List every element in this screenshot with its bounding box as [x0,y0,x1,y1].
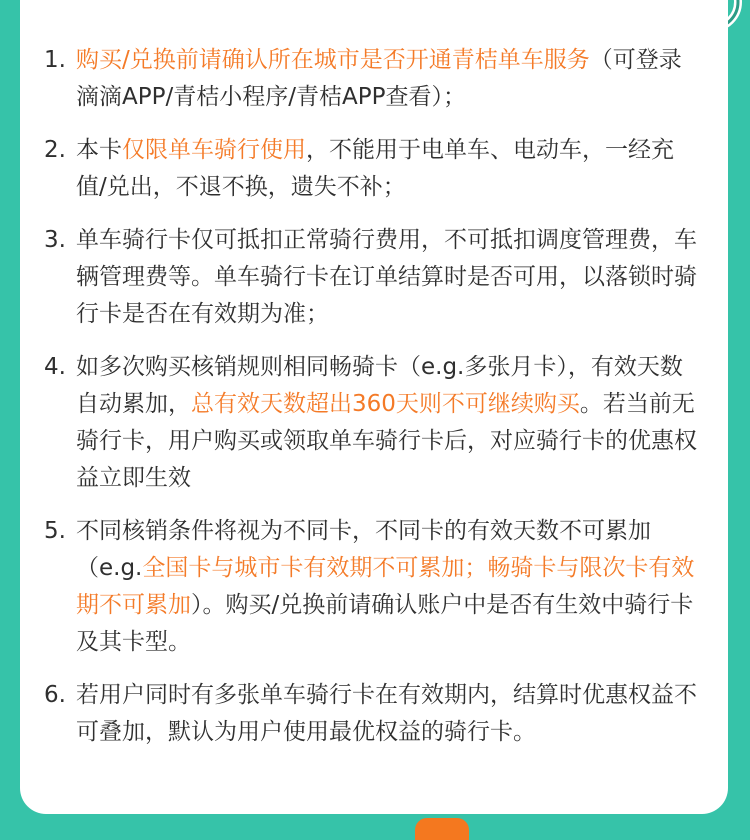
rule-highlight-text: 仅限单车骑行使用 [122,137,306,163]
rule-highlight-text: 总有效天数超出360天则不可继续购买 [191,391,580,417]
rule-number: 4. [44,354,66,380]
rule-highlight-text: 全国卡与城市卡有效期不可累加；畅骑卡与限次卡有效期不可累加 [76,555,695,618]
rule-number: 1. [44,47,66,73]
rule-text [76,349,704,497]
rule-number: 5. [44,518,66,544]
rules-list [44,42,704,767]
rule-text [76,513,704,661]
rule-plain-text: 若用户同时有多张单车骑行卡在有效期内，结算时优惠权益不可叠加，默认为用户使用最优权益的骑行卡。 [76,682,697,745]
rule-highlight-text: 购买/兑换前请确认所在城市是否开通青桔单车服务 [76,47,590,73]
rule-number: 3. [44,227,66,253]
rule-item [44,349,704,497]
rule-item [44,42,704,116]
rule-plain-text: 。若当前无骑行卡，用户购买或领取单车骑行卡后，对应骑行卡的优惠权益立即生效 [76,391,697,491]
rule-plain-text: ）。购买/兑换前请确认账户中是否有生效中骑行卡及其卡型。 [76,592,694,655]
rule-number: 2. [44,137,66,163]
rule-item [44,222,704,333]
rule-plain-text: 不同核销条件将视为不同卡，不同卡的有效天数不可累加（e.g. [76,518,651,581]
rule-plain-text: 单车骑行卡仅可抵扣正常骑行费用，不可抵扣调度管理费，车辆管理费等。单车骑行卡在订单结算时是否可用，以落锁时骑行卡是否在有效期为准； [76,227,697,327]
rule-item [44,513,704,661]
rule-item [44,132,704,206]
rule-text [76,42,704,116]
rule-plain-text: ，不能用于电单车、电动车，一经充值/兑出，不退不换，遗失不补； [76,137,674,200]
rule-text [76,132,704,206]
rule-text [76,677,704,751]
bottom-tab [415,818,469,840]
rule-text [76,222,704,333]
rule-item [44,677,704,751]
rule-plain-text: 本卡 [76,137,122,163]
rule-plain-text: 如多次购买核销规则相同畅骑卡（e.g.多张月卡），有效天数自动累加， [76,354,683,417]
rule-number: 6. [44,682,66,708]
rule-plain-text: （可登录滴滴APP/青桔小程序/青桔APP查看）； [76,47,682,110]
